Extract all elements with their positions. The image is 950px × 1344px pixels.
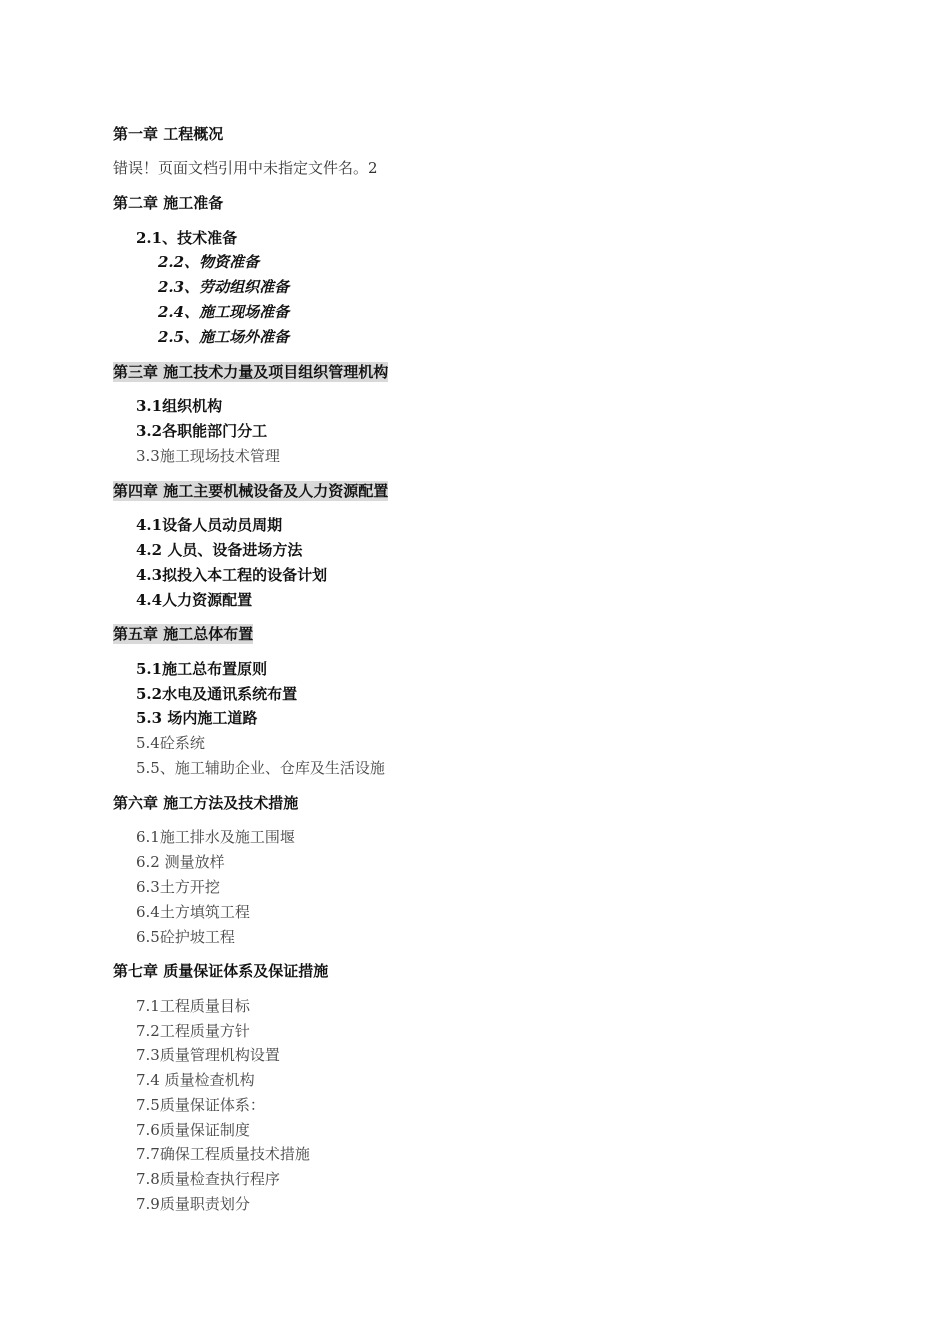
toc-chapter-heading[interactable]: 第六章 施工方法及技术措施 xyxy=(113,794,299,812)
toc-entry[interactable]: 2.4、施工现场准备 xyxy=(158,303,290,321)
toc-entry[interactable]: 6.2 测量放样 xyxy=(136,853,225,871)
toc-entry[interactable]: 4.3拟投入本工程的设备计划 xyxy=(136,566,328,584)
toc-entry[interactable]: 6.1施工排水及施工围堰 xyxy=(136,828,295,846)
toc-entry[interactable]: 7.6质量保证制度 xyxy=(136,1121,250,1139)
toc-entry[interactable]: 2.2、物资准备 xyxy=(158,253,260,271)
toc-entry[interactable]: 4.1设备人员动员周期 xyxy=(136,516,283,534)
toc-entry[interactable]: 7.7确保工程质量技术措施 xyxy=(136,1145,310,1163)
toc-entry[interactable]: 2.1、技术准备 xyxy=(136,229,238,247)
toc-entry[interactable]: 2.5、施工场外准备 xyxy=(158,328,290,346)
toc-entry[interactable]: 3.3施工现场技术管理 xyxy=(136,447,280,465)
toc-entry[interactable]: 7.5质量保证体系： xyxy=(136,1096,265,1114)
toc-entry[interactable]: 5.1施工总布置原则 xyxy=(136,660,268,678)
toc-chapter-heading[interactable]: 第一章 工程概况 xyxy=(113,125,224,143)
toc-entry[interactable]: 3.1组织机构 xyxy=(136,397,223,415)
toc-entry[interactable]: 7.3质量管理机构设置 xyxy=(136,1046,280,1064)
toc-chapter-heading[interactable]: 第四章 施工主要机械设备及人力资源配置 xyxy=(113,482,389,500)
toc-entry[interactable]: 6.3土方开挖 xyxy=(136,878,220,896)
toc-chapter-heading[interactable]: 第二章 施工准备 xyxy=(113,194,224,212)
toc-entry[interactable]: 7.9质量职责划分 xyxy=(136,1195,250,1213)
toc-entry[interactable]: 7.4 质量检查机构 xyxy=(136,1071,255,1089)
toc-entry[interactable]: 4.2 人员、设备进场方法 xyxy=(136,541,303,559)
toc-entry[interactable]: 5.4砼系统 xyxy=(136,734,205,752)
toc-entry[interactable]: 7.1工程质量目标 xyxy=(136,997,250,1015)
toc-chapter-heading[interactable]: 第七章 质量保证体系及保证措施 xyxy=(113,962,329,980)
toc-entry[interactable]: 7.8质量检查执行程序 xyxy=(136,1170,280,1188)
toc-entry[interactable]: 5.2水电及通讯系统布置 xyxy=(136,685,298,703)
toc-entry[interactable]: 7.2工程质量方针 xyxy=(136,1022,250,1040)
toc-entry[interactable]: 4.4人力资源配置 xyxy=(136,591,253,609)
toc-entry[interactable]: 5.5、施工辅助企业、仓库及生活设施 xyxy=(136,759,385,777)
toc-entry[interactable]: 6.4土方填筑工程 xyxy=(136,903,250,921)
toc-chapter-heading[interactable]: 第五章 施工总体布置 xyxy=(113,625,254,643)
toc-entry[interactable]: 6.5砼护坡工程 xyxy=(136,928,235,946)
toc-entry[interactable]: 3.2各职能部门分工 xyxy=(136,422,268,440)
toc-error-entry[interactable]: 错误！页面文档引用中未指定文件名。2 xyxy=(113,159,378,177)
toc-entry[interactable]: 2.3、劳动组织准备 xyxy=(158,278,290,296)
toc-entry[interactable]: 5.3 场内施工道路 xyxy=(136,709,258,727)
toc-chapter-heading[interactable]: 第三章 施工技术力量及项目组织管理机构 xyxy=(113,363,389,381)
